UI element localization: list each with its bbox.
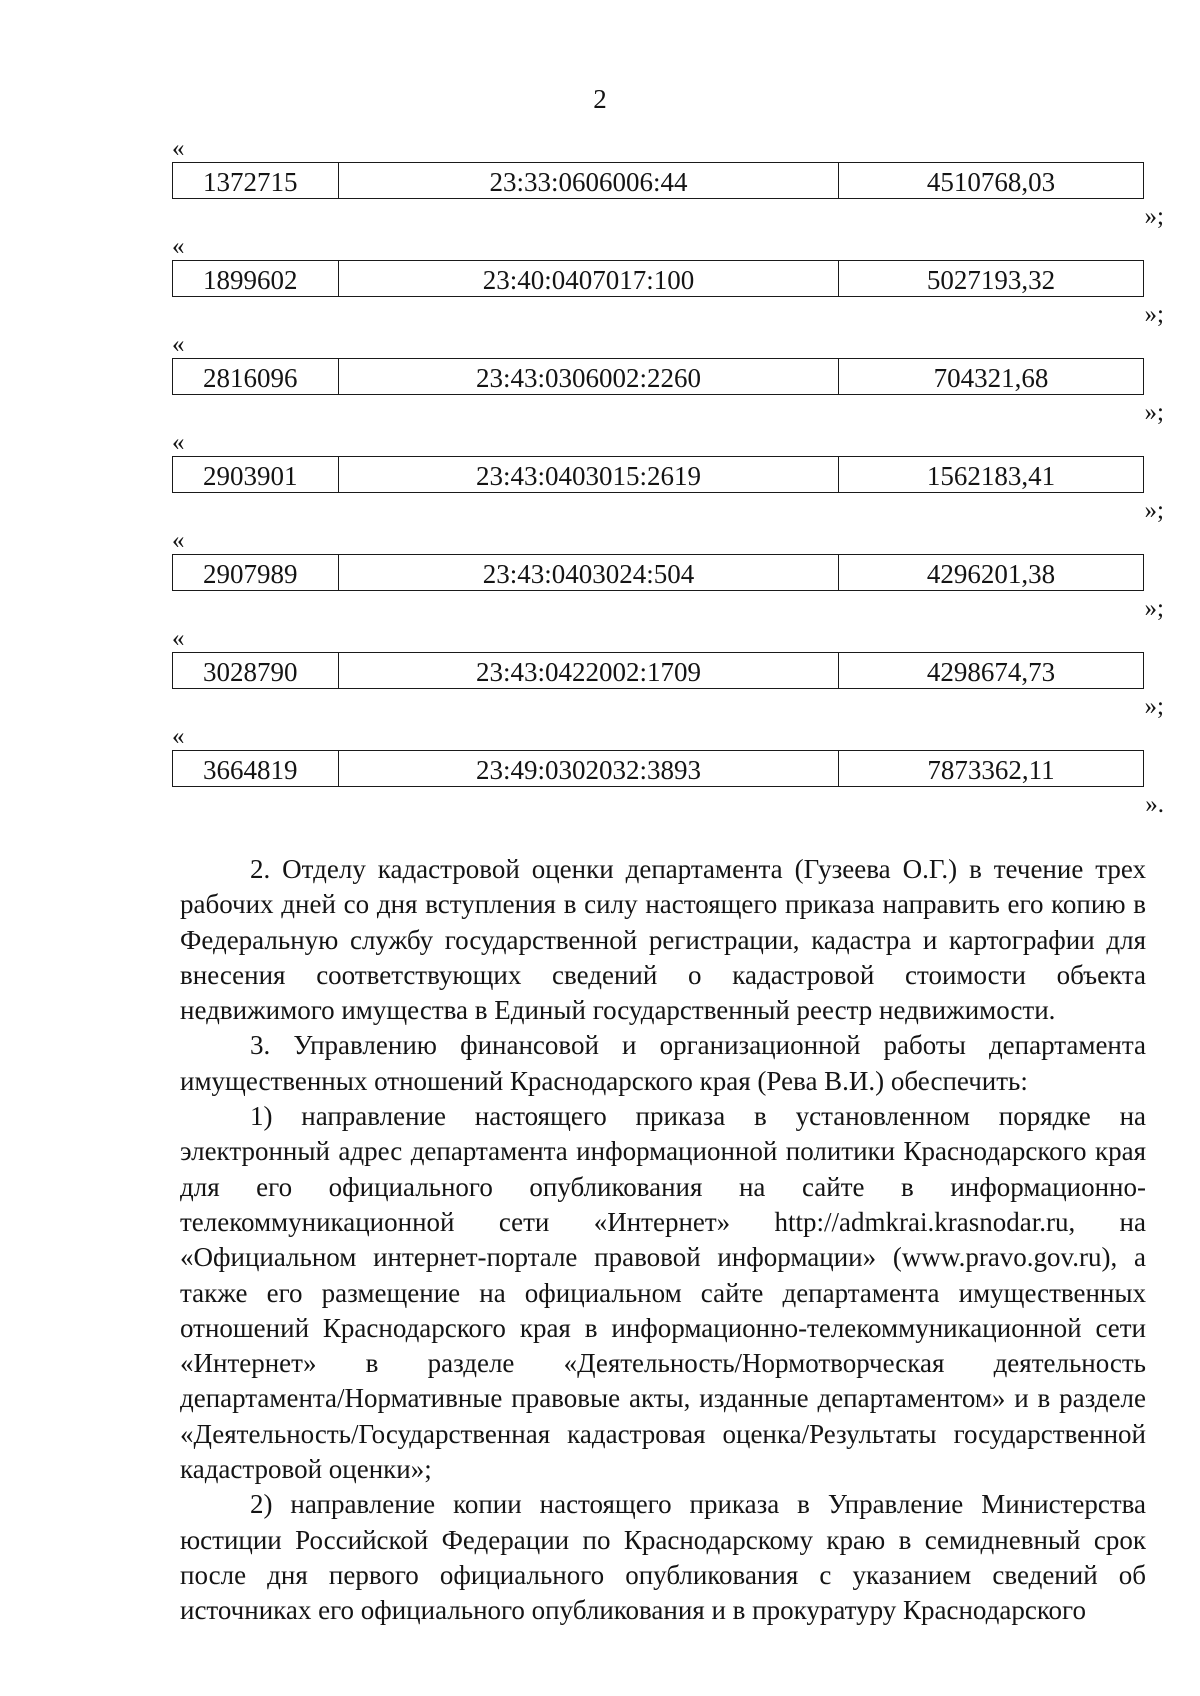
record-table-row	[172, 162, 1144, 199]
cadastral-cost-cell: 4298674,73	[926, 657, 1056, 687]
record-id-cell: 1899602	[173, 261, 339, 296]
record-table-row	[172, 750, 1144, 787]
cadastral-cost-cell: 1562183,41	[926, 461, 1056, 491]
paragraph-finance-department: 3. Управлению финансовой и организационной работы департамента имущественных отношений Краснодарского края (Рева В.И.) обеспечить:	[180, 1030, 1146, 1096]
cadastral-number-cell: 23:43:0306002:2260	[339, 359, 839, 394]
record-id-cell: 1372715	[173, 163, 339, 198]
cadastral-number-cell: 23:40:0407017:100	[339, 261, 839, 296]
record-table-row	[172, 652, 1144, 689]
closing-quote: »;	[1144, 595, 1164, 622]
cadastral-cost-cell: 4296201,38	[926, 559, 1056, 589]
opening-quote: «	[172, 233, 185, 260]
record-entry	[172, 723, 1164, 843]
opening-quote: «	[172, 723, 185, 750]
record-id-cell: 2903901	[173, 457, 339, 492]
closing-quote: »;	[1144, 497, 1164, 524]
cadastral-cost-cell: 4510768,03	[926, 167, 1056, 197]
cadastral-number-cell: 23:43:0422002:1709	[339, 653, 839, 688]
cadastral-number-cell: 23:43:0403015:2619	[339, 457, 839, 492]
cadastral-cost-cell: 7873362,11	[927, 755, 1055, 785]
paragraph-publication: 1) направление настоящего приказа в установленном порядке на электронный адрес департамента информационной политики Краснодарского края для его официального опубликования на сайте в информационно-телекоммуникационной сети «Интернет» http://admkrai.krasnodar.ru, на «Официальном интернет-портале правовой информации» (www.pravo.gov.ru), а также его размещение на официальном сайте департамента имущественных отношений Краснодарского края в информационно-телекоммуникационной сети «Интернет» в разделе «Деятельность/Нормотворческая деятельность департамента/Нормативные правовые акты, изданные департаментом» и в разделе «Деятельность/Государственная кадастровая оценка/Результаты государственной кадастровой оценки»;	[180, 1101, 1146, 1485]
opening-quote: «	[172, 135, 185, 162]
paragraph-ministry-copy: 2) направление копии настоящего приказа в Управление Министерства юстиции Российской Федерации по Краснодарскому краю в семидневный срок после дня первого официального опубликования с указанием сведений об источниках его официального опубликования и в прокуратуру Краснодарского	[180, 1489, 1146, 1626]
record-table-row	[172, 260, 1144, 297]
closing-quote: ».	[1145, 791, 1164, 818]
document-body	[180, 852, 1146, 1629]
opening-quote: «	[172, 527, 185, 554]
record-table-row	[172, 358, 1144, 395]
record-table-row	[172, 456, 1144, 493]
record-id-cell: 3028790	[173, 653, 339, 688]
record-id-cell: 2816096	[173, 359, 339, 394]
opening-quote: «	[172, 625, 185, 652]
opening-quote: «	[172, 331, 185, 358]
cadastral-cost-cell: 704321,68	[933, 363, 1049, 393]
record-id-cell: 2907989	[173, 555, 339, 590]
closing-quote: »;	[1144, 301, 1164, 328]
record-id-cell: 3664819	[173, 751, 339, 786]
closing-quote: »;	[1144, 399, 1164, 426]
page-number: 2	[593, 84, 607, 114]
cadastral-number-cell: 23:33:0606006:44	[339, 163, 839, 198]
record-table-row	[172, 554, 1144, 591]
cadastral-number-cell: 23:43:0403024:504	[339, 555, 839, 590]
closing-quote: »;	[1144, 203, 1164, 230]
paragraph-department-copy: 2. Отделу кадастровой оценки департамента (Гузеева О.Г.) в течение трех рабочих дней со дня вступления в силу настоящего приказа направить его копию в Федеральную службу государственной регистрации, кадастра и картографии для внесения соответствующих сведений о кадастровой стоимости объекта недвижимого имущества в Единый государственный реестр недвижимости.	[180, 854, 1146, 1026]
closing-quote: »;	[1144, 693, 1164, 720]
cadastral-cost-cell: 5027193,32	[926, 265, 1056, 295]
cadastral-number-cell: 23:49:0302032:3893	[339, 751, 839, 786]
opening-quote: «	[172, 429, 185, 456]
